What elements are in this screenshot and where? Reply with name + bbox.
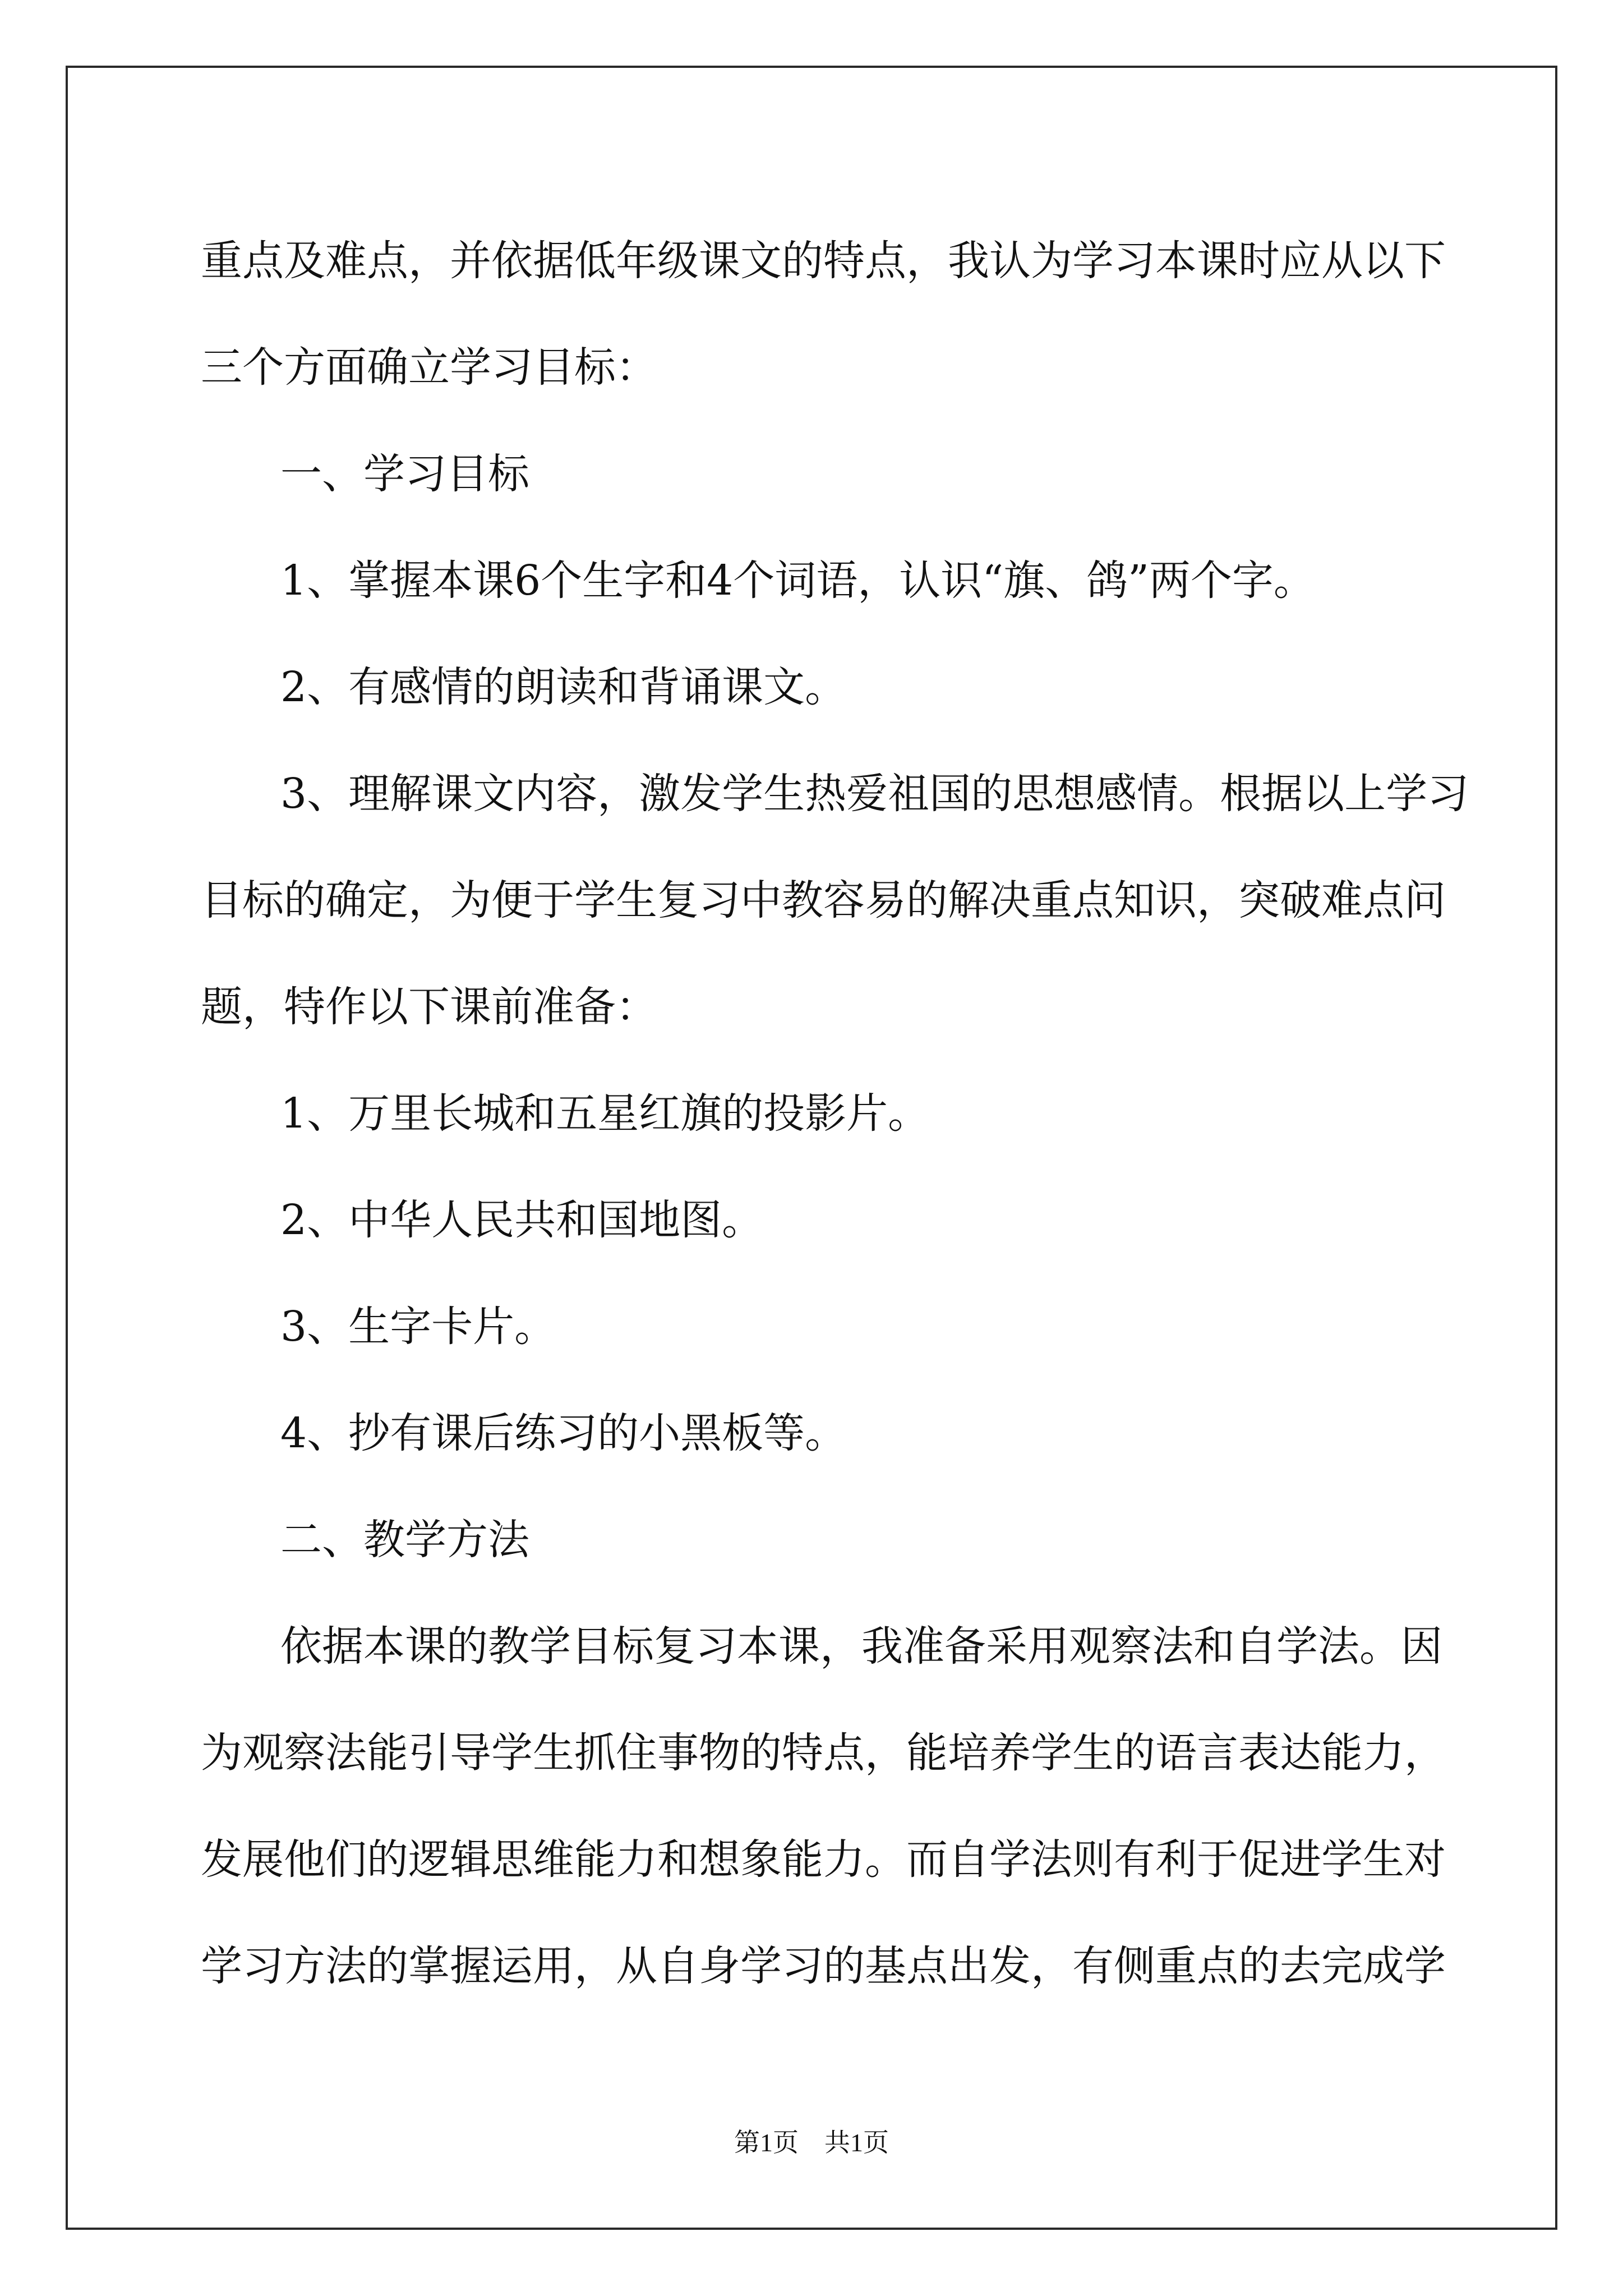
text-line: 发展他们的逻辑思维能力和想象能力。而自学法则有利于促进学生对 [201,1835,1446,1884]
text-line: 重点及难点，并依据低年级课文的特点，我认为学习本课时应从以下 [201,237,1446,285]
text-line: 为观察法能引导学生抓住事物的特点，能培养学生的语言表达能力， [201,1729,1446,1777]
text-line: 学习方法的掌握运用，从自身学习的基点出发，有侧重点的去完成学 [201,1942,1446,1990]
document-body [201,208,1469,2019]
text-line: 题，特作以下课前准备： [201,983,657,1031]
text-line: 目标的确定，为便于学生复习中教容易的解决重点知识，突破难点问 [201,876,1446,924]
list-item: 4、抄有课后练习的小黑板等。 [280,1409,847,1457]
list-item: 1、万里长城和五星红旗的投影片。 [280,1089,930,1138]
list-item: 3、理解课文内容，激发学生热爱祖国的思想感情。根据以上学习 [280,770,1469,818]
section-heading: 一、学习目标 [280,450,529,498]
list-item: 3、生字卡片。 [280,1303,556,1351]
list-item: 2、有感情的朗读和背诵课文。 [280,663,847,711]
list-item: 1、掌握本课6个生字和4个词语，认识“旗、鸽”两个字。 [280,556,1315,605]
page-footer: 第1页 共1页 [734,2128,889,2157]
list-item: 2、中华人民共和国地图。 [280,1196,764,1244]
section-heading: 二、教学方法 [280,1516,529,1564]
text-line: 依据本课的教学目标复习本课，我准备采用观察法和自学法。因 [280,1622,1442,1671]
text-line: 三个方面确立学习目标： [201,343,657,392]
